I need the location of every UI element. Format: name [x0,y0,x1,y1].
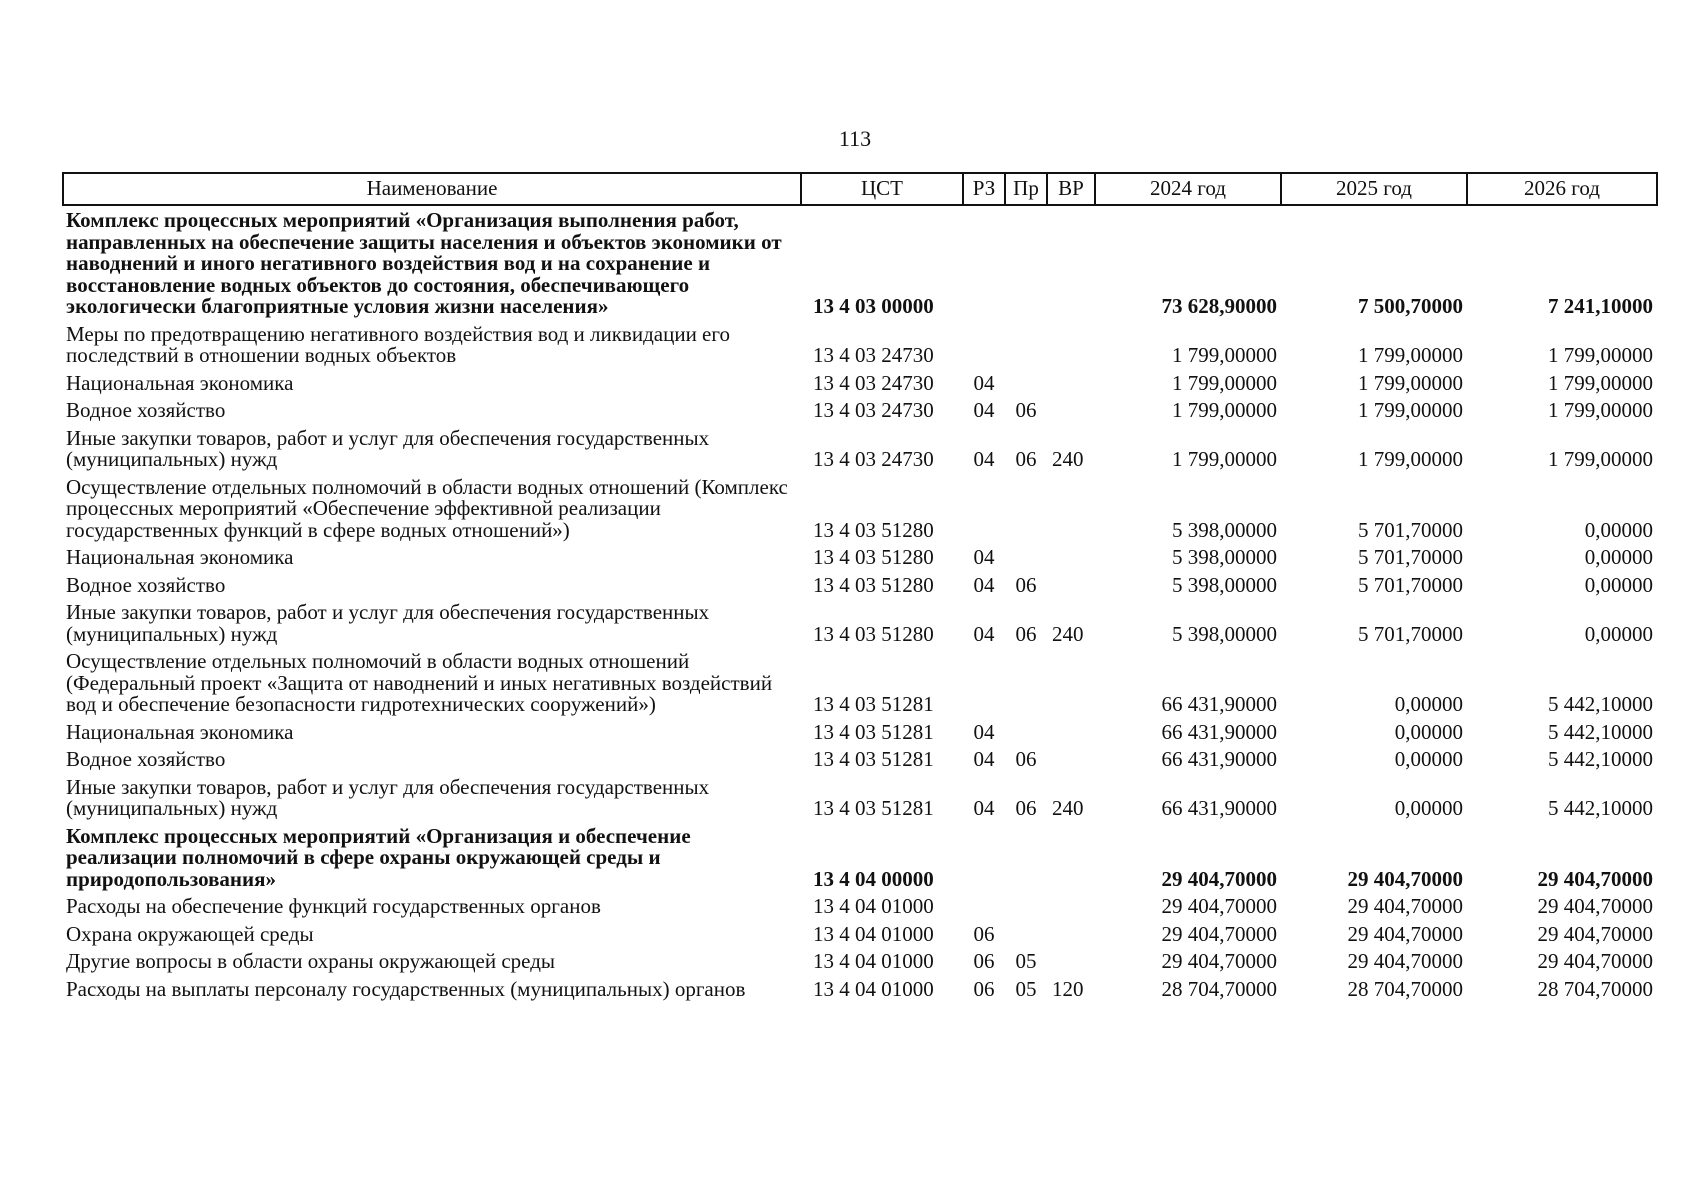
row-vr [1047,544,1095,572]
row-pr: 06 [1015,621,1037,646]
header-2024: 2024 год [1095,173,1281,205]
row-cst: 13 4 04 01000 [813,976,934,1001]
row-2024: 29 404,70000 [1161,894,1277,918]
row-2025: 1 799,00000 [1358,447,1463,471]
row-2026: 0,00000 [1584,517,1653,542]
row-pr: 05 [1015,976,1037,1001]
table-row [63,948,1657,976]
table-row [63,774,1657,823]
row-cst: 13 4 03 51280 [813,572,934,597]
row-2024: 66 431,90000 [1161,747,1277,771]
row-name: Комплекс процессных мероприятий «Организация и обеспечение реализации полномочий в сфере охраны окружающей среды и природопользования» [66,823,691,891]
row-2026: 29 404,70000 [1537,894,1653,918]
table-body [63,205,1657,1003]
row-2024: 1 799,00000 [1172,447,1277,471]
row-pr [1005,474,1047,545]
row-pr [1005,205,1047,321]
table-row [63,544,1657,572]
row-cst: 13 4 03 24730 [813,370,934,395]
row-pr [1005,719,1047,747]
table-row [63,474,1657,545]
table-row [63,321,1657,370]
row-2026: 29 404,70000 [1537,921,1653,946]
table-row [63,921,1657,949]
header-2025: 2025 год [1281,173,1467,205]
row-2024: 5 398,00000 [1172,517,1277,542]
row-2026: 1 799,00000 [1548,370,1653,395]
budget-table [62,172,1658,1003]
row-cst: 13 4 04 01000 [813,921,934,946]
row-name: Иные закупки товаров, работ и услуг для обеспечения государственных (муниципальных) нужд [66,774,710,820]
row-vr [1047,321,1095,370]
row-rz: 04 [973,545,995,569]
row-2025: 29 404,70000 [1347,894,1463,918]
row-name: Национальная экономика [66,719,294,744]
row-rz [963,321,1005,370]
row-2026: 5 442,10000 [1548,719,1653,744]
row-2024: 1 799,00000 [1172,370,1277,395]
row-vr [1047,572,1095,600]
row-2025: 1 799,00000 [1358,343,1463,367]
row-2025: 1 799,00000 [1358,398,1463,422]
row-2024: 1 799,00000 [1172,343,1277,367]
row-cst: 13 4 03 24730 [813,398,934,422]
row-pr: 06 [1015,398,1037,422]
row-pr [1005,321,1047,370]
row-rz [963,474,1005,545]
row-vr [1047,893,1095,921]
row-2026: 5 442,10000 [1548,692,1653,716]
row-name: Иные закупки товаров, работ и услуг для обеспечения государственных (муниципальных) нужд [66,600,710,646]
row-name: Иные закупки товаров, работ и услуг для обеспечения государственных (муниципальных) нужд [66,425,710,471]
row-vr: 120 [1052,976,1084,1001]
row-rz [963,648,1005,719]
row-vr [1047,823,1095,894]
row-vr [1047,648,1095,719]
row-2026: 0,00000 [1584,572,1653,597]
row-2024: 66 431,90000 [1161,692,1277,716]
row-pr [1005,370,1047,398]
row-name: Национальная экономика [66,370,294,395]
row-vr [1047,370,1095,398]
row-2026: 29 404,70000 [1537,866,1653,891]
table-row [63,397,1657,425]
row-2026: 28 704,70000 [1537,976,1653,1001]
table-header [63,173,1657,205]
row-pr [1005,544,1047,572]
row-name: Другие вопросы в области охраны окружающей среды [66,949,555,973]
row-2025: 5 701,70000 [1358,572,1463,597]
row-vr: 240 [1052,447,1084,471]
row-2026: 5 442,10000 [1548,796,1653,820]
row-rz: 04 [973,370,995,395]
header-vr: ВР [1047,173,1095,205]
row-rz: 04 [973,747,995,771]
table-row [63,719,1657,747]
header-cst: ЦСТ [801,173,963,205]
row-cst: 13 4 03 24730 [813,343,934,367]
row-2025: 5 701,70000 [1358,545,1463,569]
row-2024: 5 398,00000 [1172,621,1277,646]
row-2025: 28 704,70000 [1347,976,1463,1001]
row-cst: 13 4 03 00000 [813,294,934,318]
row-2026: 0,00000 [1584,545,1653,569]
row-2024: 5 398,00000 [1172,572,1277,597]
row-name: Национальная экономика [66,545,294,569]
row-2025: 29 404,70000 [1347,866,1463,891]
row-name: Водное хозяйство [66,398,226,422]
row-rz [963,823,1005,894]
row-2024: 66 431,90000 [1161,796,1277,820]
row-2026: 7 241,10000 [1548,294,1653,318]
row-cst: 13 4 03 24730 [813,447,934,471]
row-pr [1005,893,1047,921]
row-2025: 5 701,70000 [1358,517,1463,542]
row-2024: 5 398,00000 [1172,545,1277,569]
table-row [63,976,1657,1004]
row-pr: 06 [1015,447,1037,471]
row-2026: 0,00000 [1584,621,1653,646]
row-2025: 0,00000 [1394,719,1463,744]
header-name: Наименование [63,173,801,205]
row-rz: 06 [973,921,995,946]
table-row [63,746,1657,774]
row-2024: 73 628,90000 [1161,294,1277,318]
header-2026: 2026 год [1467,173,1657,205]
row-2026: 5 442,10000 [1548,747,1653,771]
table-row [63,893,1657,921]
row-vr [1047,397,1095,425]
row-rz: 04 [973,398,995,422]
row-vr [1047,205,1095,321]
row-rz [963,893,1005,921]
row-2025: 5 701,70000 [1358,621,1463,646]
row-pr [1005,823,1047,894]
row-cst: 13 4 03 51281 [813,692,934,716]
row-cst: 13 4 03 51280 [813,621,934,646]
row-2025: 7 500,70000 [1358,294,1463,318]
row-rz: 04 [973,572,995,597]
row-name: Водное хозяйство [66,747,226,771]
row-name: Охрана окружающей среды [66,921,314,946]
row-2026: 29 404,70000 [1537,949,1653,973]
row-2024: 28 704,70000 [1161,976,1277,1001]
row-rz: 06 [973,976,995,1001]
table-row [63,370,1657,398]
row-cst: 13 4 03 51281 [813,796,934,820]
row-rz: 04 [973,447,995,471]
table-row [63,823,1657,894]
table-row [63,599,1657,648]
row-pr: 05 [1015,949,1037,973]
row-rz: 04 [973,719,995,744]
row-2025: 1 799,00000 [1358,370,1463,395]
row-pr [1005,921,1047,949]
row-vr: 240 [1052,796,1084,820]
row-pr [1005,648,1047,719]
row-2025: 0,00000 [1394,747,1463,771]
table-row [63,205,1657,321]
row-vr: 240 [1052,621,1084,646]
row-pr: 06 [1015,747,1037,771]
row-2024: 29 404,70000 [1161,866,1277,891]
row-cst: 13 4 03 51281 [813,747,934,771]
row-2024: 66 431,90000 [1161,719,1277,744]
row-2025: 0,00000 [1394,692,1463,716]
row-cst: 13 4 03 51280 [813,545,934,569]
row-cst: 13 4 04 01000 [813,949,934,973]
row-rz: 04 [973,796,995,820]
row-cst: 13 4 03 51280 [813,517,934,542]
row-2024: 29 404,70000 [1161,921,1277,946]
row-name: Осуществление отдельных полномочий в области водных отношений (Комплекс процессных мероприятий «Обеспечение эффективной реализации государственных функций в сфере водных отношений») [66,474,788,542]
header-row [63,173,1657,205]
row-2025: 29 404,70000 [1347,921,1463,946]
row-2025: 0,00000 [1394,796,1463,820]
row-vr [1047,948,1095,976]
row-2024: 1 799,00000 [1172,398,1277,422]
row-vr [1047,746,1095,774]
row-rz: 06 [973,949,995,973]
row-cst: 13 4 03 51281 [813,719,934,744]
row-vr [1047,921,1095,949]
row-name: Расходы на выплаты персоналу государственных (муниципальных) органов [66,976,746,1001]
row-2024: 29 404,70000 [1161,949,1277,973]
table-row [63,425,1657,474]
page-number: 113 [838,126,872,151]
row-name: Меры по предотвращению негативного воздействия вод и ликвидации его последствий в отношении водных объектов [66,321,730,367]
row-cst: 13 4 04 00000 [813,866,934,891]
row-pr: 06 [1015,796,1037,820]
row-2026: 1 799,00000 [1548,447,1653,471]
row-name: Осуществление отдельных полномочий в области водных отношений (Федеральный проект «Защита от наводнений и иных негативных воздействий вод и обеспечение безопасности гидротехнических сооружений») [66,649,773,716]
row-rz [963,205,1005,321]
table-row [63,648,1657,719]
table-row [63,572,1657,600]
header-pr: Пр [1005,173,1047,205]
row-cst: 13 4 04 01000 [813,894,934,918]
row-vr [1047,474,1095,545]
row-2026: 1 799,00000 [1548,343,1653,367]
row-name: Водное хозяйство [66,572,226,597]
row-name: Комплекс процессных мероприятий «Организация выполнения работ, направленных на обеспечение защиты населения и объектов экономики от наводнений и иного негативного воздействия вод и на сохранение и восстановление водных объектов до состояния, обеспечивающего экологически благоприятные условия жизни населения» [66,208,782,318]
row-vr [1047,719,1095,747]
row-2025: 29 404,70000 [1347,949,1463,973]
header-rz: РЗ [963,173,1005,205]
row-pr: 06 [1015,572,1037,597]
row-2026: 1 799,00000 [1548,398,1653,422]
row-name: Расходы на обеспечение функций государственных органов [66,894,601,918]
row-rz: 04 [973,621,995,646]
